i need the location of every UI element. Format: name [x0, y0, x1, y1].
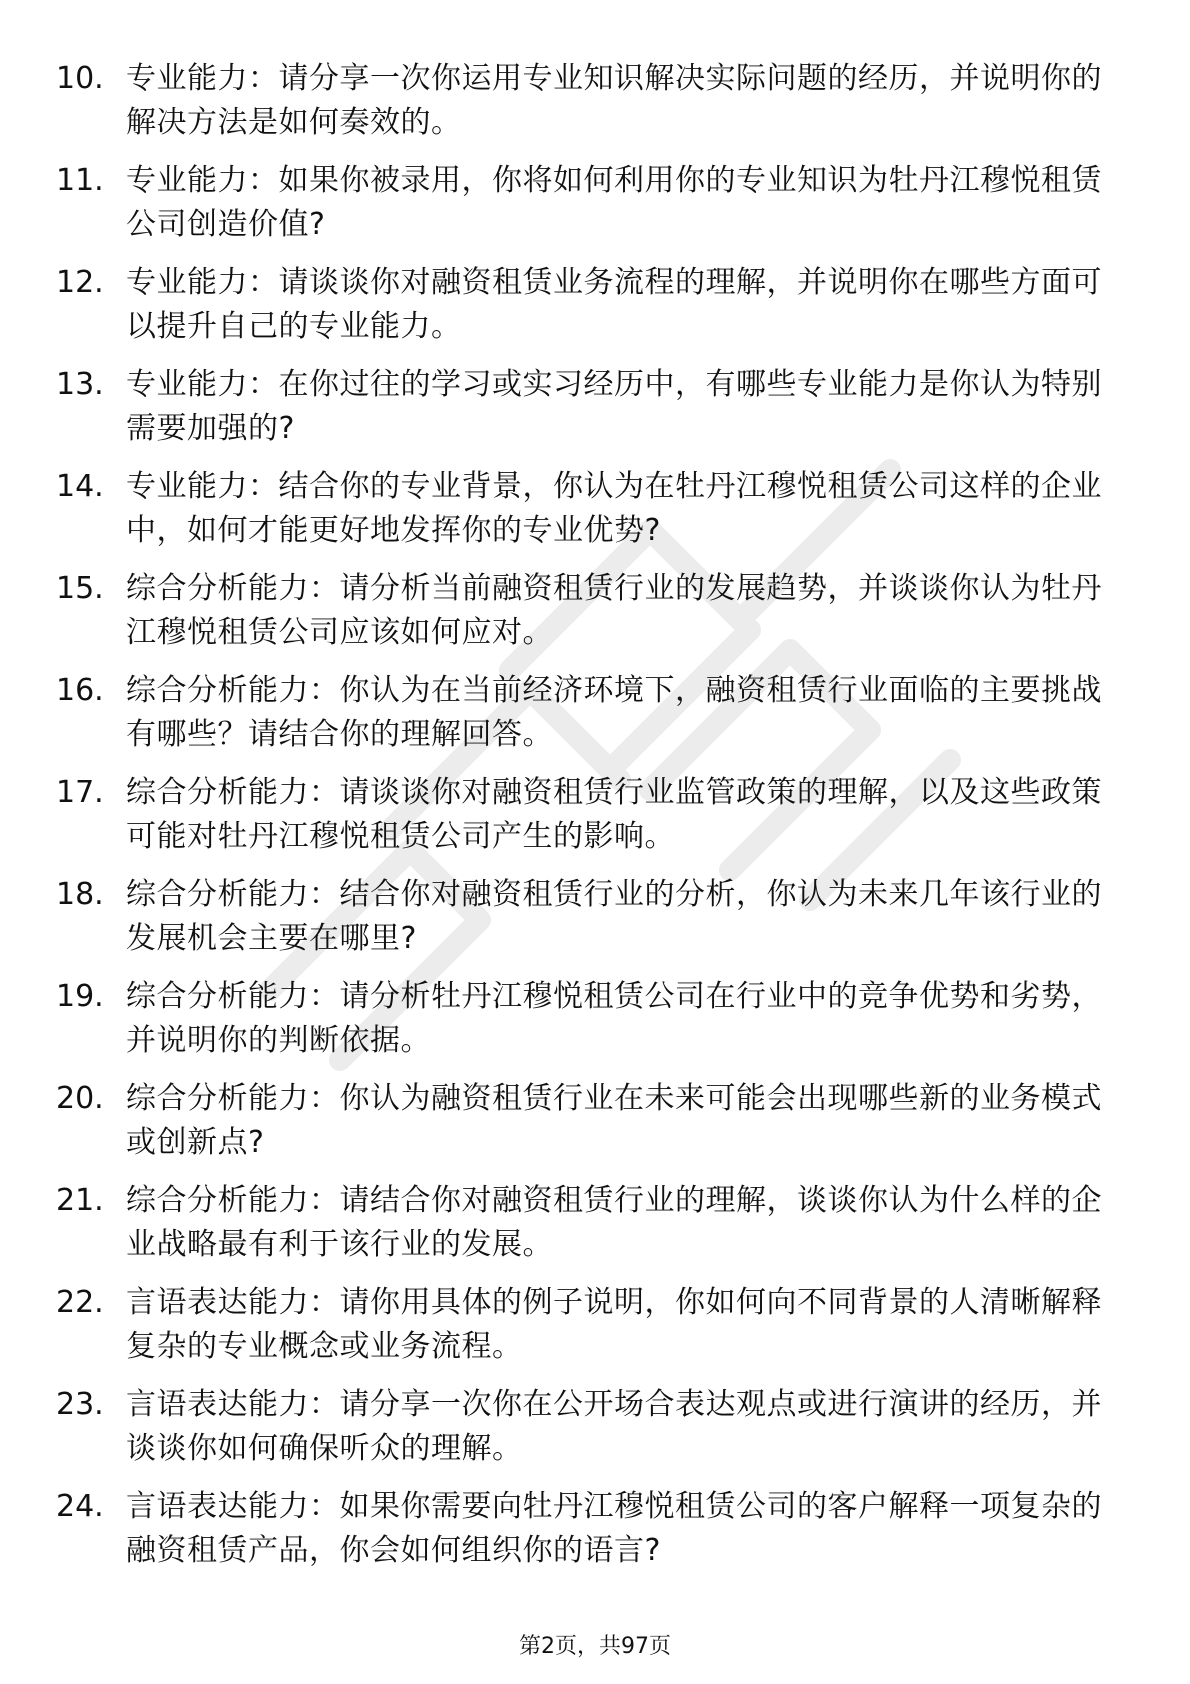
list-item — [0, 1485, 1190, 1587]
question-number: 10. — [56, 61, 104, 96]
list-item — [0, 261, 1190, 363]
list-item — [0, 363, 1190, 465]
question-text: 言语表达能力：请分享一次你在公开场合表达观点或进行演讲的经历，并谈谈你如何确保听众的理解。 — [126, 1387, 1102, 1466]
question-number: 18. — [56, 877, 104, 912]
question-text: 综合分析能力：请分析当前融资租赁行业的发展趋势，并谈谈你认为牡丹江穆悦租赁公司应该如何应对。 — [126, 571, 1102, 650]
list-item — [0, 975, 1190, 1077]
question-text: 言语表达能力：请你用具体的例子说明，你如何向不同背景的人清晰解释复杂的专业概念或业务流程。 — [126, 1285, 1102, 1364]
question-number: 20. — [56, 1081, 104, 1116]
question-text: 专业能力：在你过往的学习或实习经历中，有哪些专业能力是你认为特别需要加强的? — [126, 367, 1102, 446]
list-item — [0, 669, 1190, 771]
question-text: 综合分析能力：请结合你对融资租赁行业的理解，谈谈你认为什么样的企业战略最有利于该行业的发展。 — [126, 1183, 1102, 1262]
list-item — [0, 1077, 1190, 1179]
question-number: 16. — [56, 673, 104, 708]
question-text: 专业能力：请谈谈你对融资租赁业务流程的理解，并说明你在哪些方面可以提升自己的专业能力。 — [126, 265, 1102, 344]
list-item — [0, 567, 1190, 669]
question-text: 综合分析能力：你认为在当前经济环境下，融资租赁行业面临的主要挑战有哪些？请结合你的理解回答。 — [126, 673, 1102, 752]
list-item — [0, 159, 1190, 261]
question-number: 23. — [56, 1387, 104, 1422]
list-item — [0, 1179, 1190, 1281]
list-item — [0, 873, 1190, 975]
question-text: 综合分析能力：你认为融资租赁行业在未来可能会出现哪些新的业务模式或创新点? — [126, 1081, 1102, 1160]
list-item — [0, 1383, 1190, 1485]
question-text: 专业能力：结合你的专业背景，你认为在牡丹江穆悦租赁公司这样的企业中，如何才能更好地发挥你的专业优势? — [126, 469, 1102, 548]
question-text: 言语表达能力：如果你需要向牡丹江穆悦租赁公司的客户解释一项复杂的融资租赁产品，你会如何组织你的语言? — [126, 1489, 1102, 1568]
list-item — [0, 1281, 1190, 1383]
question-number: 15. — [56, 571, 104, 606]
question-list — [0, 57, 1190, 1587]
question-number: 22. — [56, 1285, 104, 1320]
question-text: 综合分析能力：请分析牡丹江穆悦租赁公司在行业中的竞争优势和劣势，并说明你的判断依据。 — [126, 979, 1102, 1058]
page-footer: 第2页，共97页 — [519, 1634, 671, 1659]
question-number: 21. — [56, 1183, 104, 1218]
question-number: 14. — [56, 469, 104, 504]
question-number: 24. — [56, 1489, 104, 1524]
question-text: 专业能力：请分享一次你运用专业知识解决实际问题的经历，并说明你的解决方法是如何奏效的。 — [126, 61, 1102, 140]
list-item — [0, 465, 1190, 567]
list-item — [0, 771, 1190, 873]
question-text: 综合分析能力：结合你对融资租赁行业的分析，你认为未来几年该行业的发展机会主要在哪里? — [126, 877, 1102, 956]
question-number: 11. — [56, 163, 104, 198]
question-number: 19. — [56, 979, 104, 1014]
question-number: 12. — [56, 265, 104, 300]
question-text: 综合分析能力：请谈谈你对融资租赁行业监管政策的理解，以及这些政策可能对牡丹江穆悦租赁公司产生的影响。 — [126, 775, 1102, 854]
question-number: 13. — [56, 367, 104, 402]
question-text: 专业能力：如果你被录用，你将如何利用你的专业知识为牡丹江穆悦租赁公司创造价值? — [126, 163, 1102, 242]
list-item — [0, 57, 1190, 159]
question-number: 17. — [56, 775, 104, 810]
